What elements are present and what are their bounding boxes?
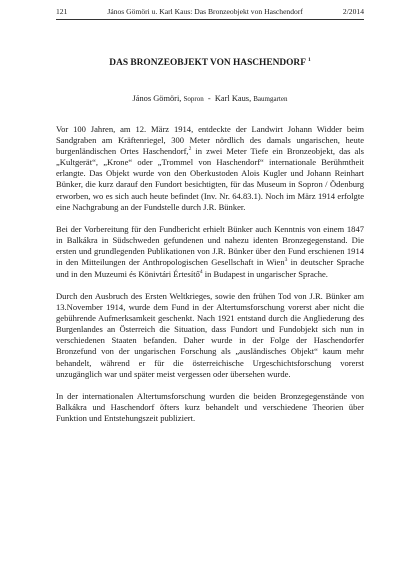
paragraph-text: Bei der Vorbereitung für den Fundbericht erhielt Bünker auch Kenntnis von einem 1847 in Balkákra in Südschweden gefundenen und nahezu identen Bronzegegenstand. Die ersten und grundlegenden Publikationen von J.R. Bünker über den Fund erschienen 1914 in den Mitteilungen der Anthropologischen Gesellschaft in Wien	[56, 224, 364, 268]
author-line: János Gömöri, Sopron - Karl Kaus, Baumgarten	[132, 94, 288, 103]
article-title	[56, 57, 364, 69]
author-separator: -	[207, 94, 211, 103]
article-body	[56, 124, 364, 436]
author-name: János Gömöri	[132, 94, 180, 103]
paragraph-text: Vor 100 Jahren, am 12. März 1914, entdeckte der Landwirt Johann Widder beim Sandgraben am Kräftenriegel, 300 Meter nördlich des damals ungarischen, heute burgenländischen Ortes Haschendorf,	[56, 124, 364, 157]
author-location: Sopron	[183, 95, 204, 103]
body-paragraph	[56, 224, 364, 279]
author-name: Karl Kaus	[214, 94, 250, 103]
paragraph-text: in deutscher Sprache und in den Muzeumi és Könivtári Értesítő	[56, 257, 364, 279]
paragraph-text: in zwei Meter Tiefe ein Bronzeobjekt, das als „Kultgerät“, „Krone“ oder „Trommel von Haschendorf“ internationale Berühmtheit erlangte. Das Objekt wurde von den Oberkustoden Alois Kugler und Johann Reinhart Bünker, die kurz darauf den Fundort besichtigten, für das Museum in Sopron / Ödenburg erworben, wo es sich auch heute befindet (Inv. Nr. 64.83.1). Noch im März 1914 erfolgte eine Nachgrabung an der Fundstelle durch J.R. Bünker.	[56, 146, 365, 212]
paragraph-text: In der internationalen Altertumsforschung wurden die beiden Bronzegegenstände von Balkákra und Haschendorf öfters kurz behandelt und verschiedene Theorien über Funktion und Entstehungszeit publiziert.	[56, 391, 364, 424]
body-paragraph	[56, 124, 364, 213]
running-title: János Gömöri u. Karl Kaus: Das Bronzeobjekt von Haschendorf	[107, 7, 303, 16]
header-rule	[56, 19, 364, 20]
issue-number: 2/2014	[342, 7, 364, 16]
paragraph-text: Durch den Ausbruch des Ersten Weltkrieges, sowie den frühen Tod von J.R. Bünker am 13.November 1914, wurde dem Fund in der Altertumsforschung vorerst aber nicht die gebührende Aufmerksamkeit geschenkt. Nach 1921 entstand durch die Angliederung des Burgenlandes an Österreich die Situation, dass Fundort und Fundobjekt sich nun in verschiedenen Staaten befanden. Daher wurde in der Folge der Haschendorfer Bronzefund von der ungarischen Forschung als „ausländisches Objekt“ kaum mehr behandelt, während er für die österreichische Urgeschichtsforschung vorerst unzugänglich war und später meist vergessen oder übersehen wurde.	[56, 291, 364, 379]
article-title-text: DAS BRONZEOBJEKT VON HASCHENDORF	[109, 58, 306, 68]
body-paragraph	[56, 391, 364, 424]
paragraph-text: in Budapest in ungarischer Sprache.	[202, 268, 328, 279]
footnote-marker: 2	[188, 146, 192, 153]
title-footnote-marker: 1	[307, 56, 311, 63]
footnote-marker: 3	[284, 257, 288, 264]
footnote-marker: 4	[199, 268, 203, 275]
running-header	[56, 6, 364, 18]
body-paragraph	[56, 291, 364, 380]
author-location: Baumgarten	[253, 95, 288, 103]
page-number: 121	[56, 7, 68, 16]
